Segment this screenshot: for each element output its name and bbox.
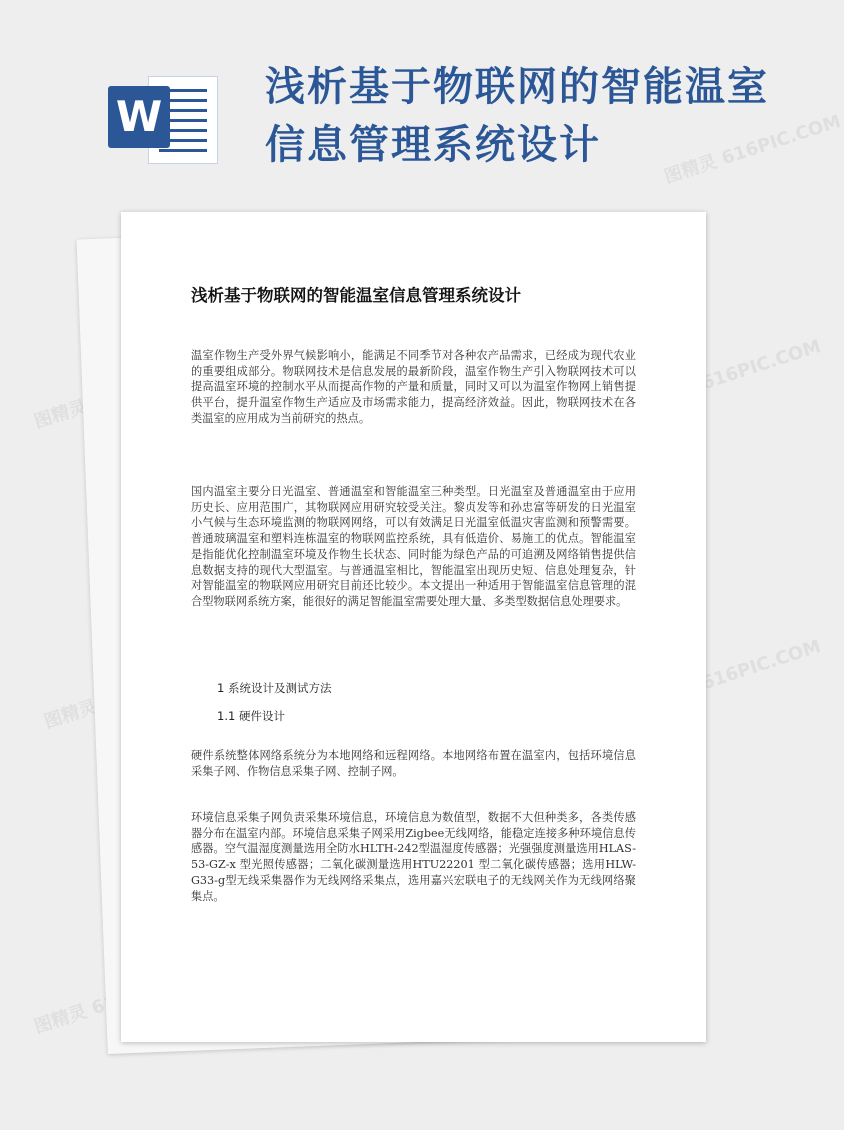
watermark: 图精灵 xyxy=(31,396,90,433)
watermark: 图精灵 616PIC.COM xyxy=(641,335,824,413)
document-title: 浅析基于物联网的智能温室信息管理系统设计 xyxy=(191,286,521,305)
paragraph-environment-subnet: 环境信息采集子网负责采集环境信息，环境信息为数值型，数据不大但种类多，各类传感器分布在温室内部。环境信息采集子网采用Zigbee无线网络，能稳定连接多种环境信息传感器。空气温湿度测量选用全防水HLTH-242型温湿度传感器；光强强度测量选用HLAS-53-GZ-x 型光照传感器；二氧化碳测量选用HTU22201 型二氧化碳传感器；选用HLW-G33-g型无线采集器作为无线网络采集点，选用嘉兴宏联电子的无线网关作为无线网络聚集点。 xyxy=(191,811,636,903)
word-document-icon xyxy=(108,72,220,168)
watermark: 图精灵 616PIC.COM xyxy=(641,635,824,713)
section-heading: 1 系统设计及测试方法 xyxy=(217,681,332,695)
watermark: 图精灵 xyxy=(41,696,100,733)
paragraph-intro: 温室作物生产受外界气候影响小，能满足不同季节对各种农产品需求，已经成为现代农业的重要组成部分。物联网技术是信息发展的最新阶段，温室作物生产引入物联网技术可以提高温室环境的控制水平从而提高作物的产量和质量，同时又可以为温室作物网上销售提供平台，提升温室作物生产适应及市场需求能力，提高经济效益。因此，物联网技术在各类温室的应用成为当前研究的热点。 xyxy=(191,349,636,425)
subsection-heading: 1.1 硬件设计 xyxy=(217,709,285,723)
paragraph-hardware-network: 硬件系统整体网络系统分为本地网络和远程网络。本地网络布置在温室内，包括环境信息采集子网、作物信息采集子网、控制子网。 xyxy=(191,749,636,778)
watermark: 图精灵 616PIC.COM xyxy=(661,110,844,188)
watermark: 图精灵 xyxy=(31,1001,90,1038)
document-page xyxy=(121,212,706,1042)
paragraph-greenhouse-types: 国内温室主要分日光温室、普通温室和智能温室三种类型。日光温室及普通温室由于应用历史长、应用范围广，其物联网应用研究较受关注。黎贞发等和孙忠富等研发的日光温室小气候与生态环境监测的物联网网络，可以有效满足日光温室低温灾害监测和预警需要。普通玻璃温室和塑料连栋温室的物联网监控系统，具有低造价、易施工的优点。智能温室是指能优化控制温室环境及作物生长状态、同时能为绿色产品的可追溯及网络销售提供信息数据支持的现代大型温室。与普通温室相比，智能温室出现历史短、信息处理复杂，针对智能温室的物联网应用研究目前还比较少。本文提出一种适用于智能温室信息管理的混合型物联网系统方案，能很好的满足智能温室需要处理大量、多类型数据信息处理要求。 xyxy=(191,485,636,608)
word-logo-letter: W xyxy=(108,86,170,148)
banner-title: 浅析基于物联网的智能温室信息管理系统设计 xyxy=(265,64,769,168)
